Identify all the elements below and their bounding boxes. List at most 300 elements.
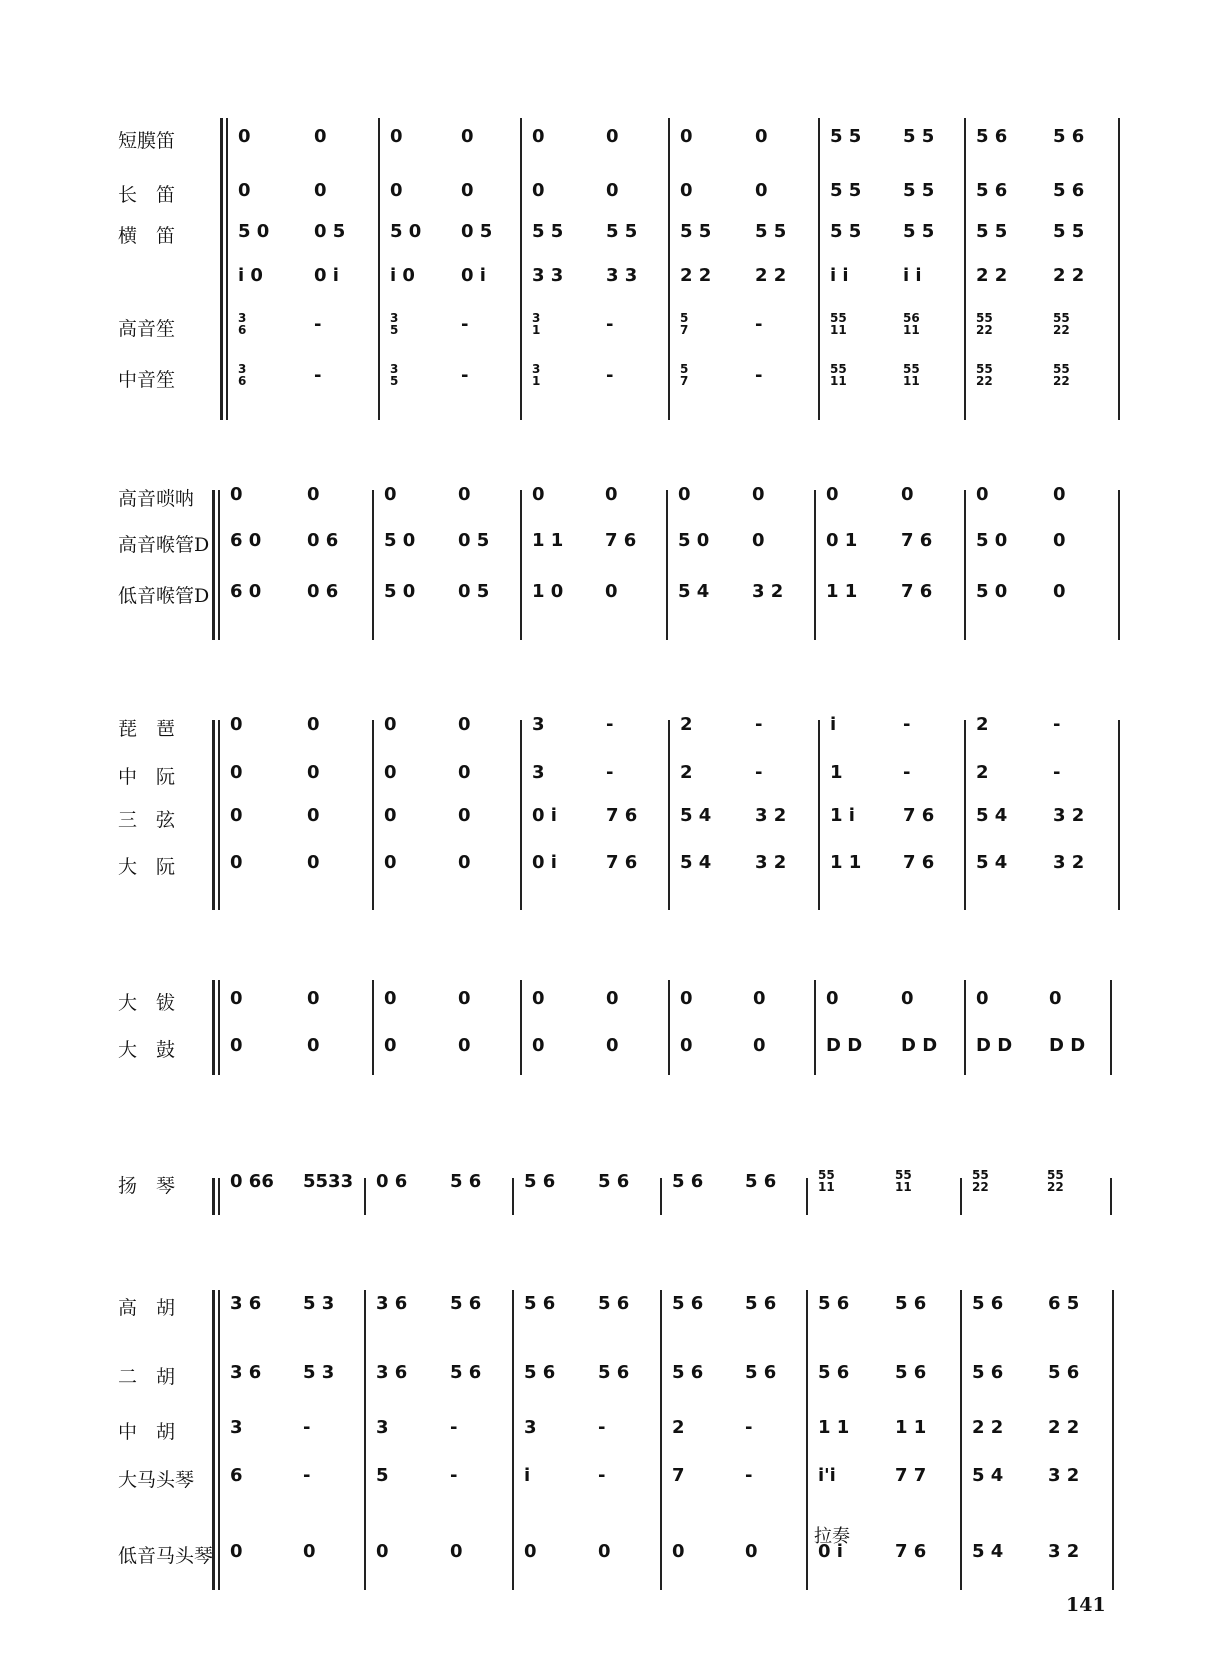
score-note: 5 6: [976, 180, 1008, 201]
score-note: 7 6: [606, 805, 638, 826]
score-note: 5 4: [680, 805, 712, 826]
score-note: 5 6: [972, 1293, 1004, 1314]
score-note: 5 4: [976, 805, 1008, 826]
score-note: 3 6: [230, 1293, 262, 1314]
score-note: 0: [753, 1035, 766, 1056]
score-note: 5 5: [830, 126, 862, 147]
barline: [1118, 118, 1120, 420]
score-note: 0: [307, 1035, 320, 1056]
score-note: 3: [376, 1417, 389, 1438]
score-note: 0: [826, 484, 839, 505]
score-note: 55 11: [830, 362, 847, 388]
barline: [372, 980, 374, 1075]
barline: [520, 980, 522, 1075]
score-note: 5 6: [895, 1362, 927, 1383]
score-note: 7 6: [901, 581, 933, 602]
score-note: 0: [680, 988, 693, 1009]
instrument-name: 低音马头琴: [118, 1545, 214, 1567]
score-note: 3 3: [532, 265, 564, 286]
score-note: 0: [314, 126, 327, 147]
score-note: 7 6: [901, 530, 933, 551]
score-note: 0: [826, 988, 839, 1009]
score-note: 1 1: [826, 581, 858, 602]
score-note: 5 0: [384, 581, 416, 602]
score-note: 5 4: [678, 581, 710, 602]
score-note: 5 5: [976, 221, 1008, 242]
score-note: -: [1053, 714, 1061, 735]
score-note: 7: [672, 1465, 685, 1486]
score-note: 5 6: [450, 1171, 482, 1192]
barline: [660, 1178, 662, 1215]
score-note: 5 5: [903, 126, 935, 147]
score-note: 5 5: [680, 221, 712, 242]
score-note: 0 66: [230, 1171, 274, 1192]
score-note: 5 3: [303, 1293, 335, 1314]
instrument-name: 中音笙: [118, 369, 176, 391]
score-note: i i: [903, 265, 922, 286]
system-bracket: [212, 1178, 215, 1215]
score-note: 0: [680, 1035, 693, 1056]
score-note: 5 5: [532, 221, 564, 242]
score-note: D D: [1049, 1035, 1086, 1056]
barline: [1118, 490, 1120, 640]
score-note: 6 0: [230, 530, 262, 551]
score-note: 0: [606, 1035, 619, 1056]
score-note: 0: [606, 988, 619, 1009]
score-note: 0: [532, 484, 545, 505]
score-note: -: [606, 365, 614, 386]
score-note: 55 22: [1053, 362, 1070, 388]
score-note: 0: [384, 805, 397, 826]
score-note: 5 0: [678, 530, 710, 551]
score-note: 3 2: [1053, 805, 1085, 826]
barline: [364, 1178, 366, 1215]
score-note: -: [755, 365, 763, 386]
score-note: 0: [458, 988, 471, 1009]
score-note: 55 22: [972, 1168, 989, 1194]
score-note: 0: [605, 484, 618, 505]
score-note: 0 i: [461, 265, 486, 286]
score-note: 3 5: [390, 311, 399, 337]
barline: [964, 980, 966, 1075]
score-note: 3 2: [752, 581, 784, 602]
score-note: 5 6: [745, 1293, 777, 1314]
instrument-name: 短膜笛: [118, 130, 176, 152]
score-note: -: [606, 762, 614, 783]
score-note: 0: [384, 484, 397, 505]
score-note: 3 6: [376, 1293, 408, 1314]
score-note: 5 6: [818, 1362, 850, 1383]
system-bracket: [212, 720, 215, 910]
score-note: 5 6: [524, 1293, 556, 1314]
barline: [814, 980, 816, 1075]
score-note: 0: [307, 805, 320, 826]
score-note: 0: [307, 762, 320, 783]
score-note: i'i: [818, 1465, 836, 1486]
score-note: 5 6: [818, 1293, 850, 1314]
score-note: 0: [384, 714, 397, 735]
barline: [520, 118, 522, 420]
score-note: 3 2: [755, 852, 787, 873]
score-note: 1 i: [830, 805, 855, 826]
score-note: 2 2: [680, 265, 712, 286]
score-note: 0: [532, 126, 545, 147]
page-number: 141: [1066, 1594, 1106, 1616]
score-note: 7 6: [903, 852, 935, 873]
score-note: 1 1: [818, 1417, 850, 1438]
score-note: -: [450, 1417, 458, 1438]
score-note: 0: [307, 714, 320, 735]
score-note: 5 5: [1053, 221, 1085, 242]
instrument-name: 中 胡: [118, 1421, 176, 1443]
score-note: 1: [830, 762, 843, 783]
barline: [512, 1290, 514, 1590]
score-note: 5 6: [895, 1293, 927, 1314]
score-note: 3 2: [1053, 852, 1085, 873]
score-note: 0: [458, 484, 471, 505]
barline: [218, 1178, 220, 1215]
score-note: i i: [830, 265, 849, 286]
score-note: 55 22: [976, 362, 993, 388]
instrument-name: 扬 琴: [118, 1175, 176, 1197]
barline: [960, 1178, 962, 1215]
score-note: -: [598, 1417, 606, 1438]
score-note: 3 2: [755, 805, 787, 826]
score-note: 6 5: [1048, 1293, 1080, 1314]
score-note: D D: [976, 1035, 1013, 1056]
score-note: 5 5: [830, 180, 862, 201]
score-note: 3 3: [606, 265, 638, 286]
score-note: 0: [461, 180, 474, 201]
score-note: 0: [752, 484, 765, 505]
score-note: -: [903, 714, 911, 735]
instrument-name: 大 钹: [118, 992, 176, 1014]
score-note: 5 0: [976, 530, 1008, 551]
score-note: 5 6: [745, 1362, 777, 1383]
barline: [520, 490, 522, 640]
score-note: 5 6: [972, 1362, 1004, 1383]
score-note: 0: [976, 988, 989, 1009]
barline: [226, 118, 228, 420]
score-note: 0: [1053, 581, 1066, 602]
score-note: -: [1053, 762, 1061, 783]
score-note: D D: [826, 1035, 863, 1056]
score-note: 0: [230, 1541, 243, 1562]
score-note: 3 1: [532, 362, 541, 388]
score-note: 55 11: [903, 362, 920, 388]
score-note: 0: [524, 1541, 537, 1562]
score-note: -: [461, 365, 469, 386]
barline: [1112, 1290, 1114, 1590]
score-note: 0: [230, 762, 243, 783]
instrument-name: 大 阮: [118, 856, 176, 878]
score-note: 2: [976, 714, 989, 735]
score-note: 2 2: [755, 265, 787, 286]
score-note: 0: [598, 1541, 611, 1562]
instrument-name: 琵 琶: [118, 718, 176, 740]
score-note: 3 6: [230, 1362, 262, 1383]
score-note: 5 0: [976, 581, 1008, 602]
score-note: 5 5: [903, 221, 935, 242]
score-note: 5 5: [903, 180, 935, 201]
score-note: 0: [458, 762, 471, 783]
score-note: 55 22: [1047, 1168, 1064, 1194]
score-note: 0 i: [818, 1541, 843, 1562]
score-note: 0: [384, 1035, 397, 1056]
score-note: 0: [672, 1541, 685, 1562]
score-note: 2: [680, 762, 693, 783]
score-note: 5 4: [972, 1465, 1004, 1486]
score-note: 0: [314, 180, 327, 201]
score-note: 0: [458, 1035, 471, 1056]
score-note: 5 6: [672, 1293, 704, 1314]
barline: [806, 1290, 808, 1590]
score-note: 5 6: [450, 1293, 482, 1314]
score-note: 0 5: [458, 530, 490, 551]
score-note: 5 6: [1048, 1362, 1080, 1383]
instrument-name: 二 胡: [118, 1366, 176, 1388]
score-note: 55 22: [976, 311, 993, 337]
barline: [372, 720, 374, 910]
score-note: 0 6: [376, 1171, 408, 1192]
score-note: 0: [753, 988, 766, 1009]
score-note: 0: [390, 126, 403, 147]
score-note: -: [314, 314, 322, 335]
score-note: 0 5: [314, 221, 346, 242]
score-note: 5 6: [976, 126, 1008, 147]
score-note: 2 2: [972, 1417, 1004, 1438]
score-note: -: [755, 762, 763, 783]
score-note: 5 5: [830, 221, 862, 242]
score-note: -: [450, 1465, 458, 1486]
score-note: 0: [1053, 484, 1066, 505]
instrument-name: 中 阮: [118, 766, 176, 788]
score-note: 0: [376, 1541, 389, 1562]
score-note: 0: [390, 180, 403, 201]
score-note: 5 6: [672, 1362, 704, 1383]
score-note: 3 2: [1048, 1465, 1080, 1486]
score-note: 5 6: [450, 1362, 482, 1383]
score-note: 1 1: [532, 530, 564, 551]
barline: [668, 118, 670, 420]
score-note: 5 7: [680, 311, 689, 337]
system-bracket: [212, 980, 215, 1075]
score-note: 1 1: [830, 852, 862, 873]
score-note: 0: [752, 530, 765, 551]
barline: [1110, 980, 1112, 1075]
system-bracket: [212, 490, 215, 640]
barline: [364, 1290, 366, 1590]
instrument-name: 高音喉管D: [118, 534, 210, 556]
barline: [218, 720, 220, 910]
bowing-annotation: 拉奏: [814, 1526, 850, 1547]
score-note: -: [755, 314, 763, 335]
barline: [964, 490, 966, 640]
score-note: 5 0: [238, 221, 270, 242]
score-note: 55 22: [1053, 311, 1070, 337]
instrument-name: 横 笛: [118, 225, 176, 247]
score-note: 5: [376, 1465, 389, 1486]
barline: [814, 490, 816, 640]
score-note: 0: [745, 1541, 758, 1562]
score-note: 0: [303, 1541, 316, 1562]
barline: [218, 1290, 220, 1590]
score-note: 0: [901, 484, 914, 505]
score-note: 5 6: [672, 1171, 704, 1192]
score-note: 0 i: [532, 805, 557, 826]
score-note: 0: [230, 852, 243, 873]
score-note: 3 6: [238, 311, 247, 337]
score-note: 5 6: [1053, 180, 1085, 201]
score-note: 1 1: [895, 1417, 927, 1438]
score-note: 0: [605, 581, 618, 602]
score-note: 5 6: [745, 1171, 777, 1192]
barline: [806, 1178, 808, 1215]
score-note: 0 1: [826, 530, 858, 551]
score-note: 3 1: [532, 311, 541, 337]
score-note: 2: [680, 714, 693, 735]
score-note: -: [755, 714, 763, 735]
score-note: 0: [532, 1035, 545, 1056]
score-note: 0: [230, 805, 243, 826]
score-note: 0 i: [314, 265, 339, 286]
score-note: -: [598, 1465, 606, 1486]
instrument-name: 高音唢呐: [118, 488, 195, 510]
score-note: i 0: [390, 265, 415, 286]
score-note: 0 5: [458, 581, 490, 602]
score-note: 0: [1053, 530, 1066, 551]
score-note: 55 11: [830, 311, 847, 337]
score-note: 3: [532, 714, 545, 735]
score-note: 0: [450, 1541, 463, 1562]
score-note: -: [745, 1417, 753, 1438]
score-note: 0: [307, 988, 320, 1009]
score-note: 5 7: [680, 362, 689, 388]
barline: [1110, 1178, 1112, 1215]
score-note: 5533: [303, 1171, 354, 1192]
score-note: 5 0: [390, 221, 422, 242]
barline: [660, 1290, 662, 1590]
score-note: 0: [1049, 988, 1062, 1009]
score-note: 6: [230, 1465, 243, 1486]
score-note: 7 6: [895, 1541, 927, 1562]
score-note: 5 6: [1053, 126, 1085, 147]
score-note: 0: [307, 484, 320, 505]
score-note: 3 6: [238, 362, 247, 388]
barline: [666, 490, 668, 640]
score-note: 5 4: [680, 852, 712, 873]
barline: [818, 118, 820, 420]
score-note: 0: [901, 988, 914, 1009]
score-note: i: [524, 1465, 531, 1486]
score-note: 0: [680, 126, 693, 147]
score-note: 5 3: [303, 1362, 335, 1383]
score-note: 0: [384, 762, 397, 783]
score-note: 0: [678, 484, 691, 505]
score-note: 3: [524, 1417, 537, 1438]
score-note: 0: [606, 126, 619, 147]
score-note: 0: [458, 714, 471, 735]
barline: [964, 118, 966, 420]
score-note: 0 i: [532, 852, 557, 873]
instrument-name: 高音笙: [118, 318, 176, 340]
instrument-name: 长 笛: [118, 184, 176, 206]
score-note: 56 11: [903, 311, 920, 337]
score-note: 5 0: [384, 530, 416, 551]
score-note: 0: [238, 126, 251, 147]
score-note: 7 7: [895, 1465, 927, 1486]
score-note: -: [745, 1465, 753, 1486]
barline: [378, 118, 380, 420]
barline: [818, 720, 820, 910]
score-note: 3 2: [1048, 1541, 1080, 1562]
system-bracket: [220, 118, 223, 420]
score-note: 0: [606, 180, 619, 201]
barline: [218, 980, 220, 1075]
score-note: -: [314, 365, 322, 386]
score-note: 0: [755, 126, 768, 147]
score-note: D D: [901, 1035, 938, 1056]
barline: [372, 490, 374, 640]
score-note: 0: [458, 852, 471, 873]
score-note: -: [303, 1465, 311, 1486]
score-note: 0: [532, 988, 545, 1009]
score-note: 0: [461, 126, 474, 147]
score-note: 5 6: [524, 1362, 556, 1383]
barline: [960, 1290, 962, 1590]
score-note: -: [303, 1417, 311, 1438]
score-note: 0: [976, 484, 989, 505]
score-note: 0: [230, 484, 243, 505]
score-note: 3: [532, 762, 545, 783]
score-note: 0: [230, 1035, 243, 1056]
barline: [668, 720, 670, 910]
score-note: 5 6: [524, 1171, 556, 1192]
score-note: 2 2: [1048, 1417, 1080, 1438]
score-note: 0 6: [307, 581, 339, 602]
score-note: 3: [230, 1417, 243, 1438]
score-note: 0: [458, 805, 471, 826]
score-note: 7 6: [903, 805, 935, 826]
score-note: 7 6: [606, 852, 638, 873]
score-note: 5 4: [972, 1541, 1004, 1562]
score-note: 55 11: [818, 1168, 835, 1194]
score-note: 55 11: [895, 1168, 912, 1194]
score-note: 0: [755, 180, 768, 201]
score-note: 0: [230, 988, 243, 1009]
score-note: 3 6: [376, 1362, 408, 1383]
score-note: 7 6: [605, 530, 637, 551]
score-note: -: [903, 762, 911, 783]
score-note: 5 4: [976, 852, 1008, 873]
score-note: 0 5: [461, 221, 493, 242]
score-note: 0: [532, 180, 545, 201]
barline: [520, 720, 522, 910]
score-note: 0: [238, 180, 251, 201]
score-note: 2: [976, 762, 989, 783]
barline: [668, 980, 670, 1075]
barline: [964, 720, 966, 910]
score-note: 1 0: [532, 581, 564, 602]
score-note: 5 5: [606, 221, 638, 242]
barline: [512, 1178, 514, 1215]
score-note: 3 5: [390, 362, 399, 388]
instrument-name: 大 鼓: [118, 1039, 176, 1061]
score-note: -: [461, 314, 469, 335]
score-note: 5 6: [598, 1171, 630, 1192]
score-note: 2 2: [1053, 265, 1085, 286]
instrument-name: 三 弦: [118, 809, 176, 831]
